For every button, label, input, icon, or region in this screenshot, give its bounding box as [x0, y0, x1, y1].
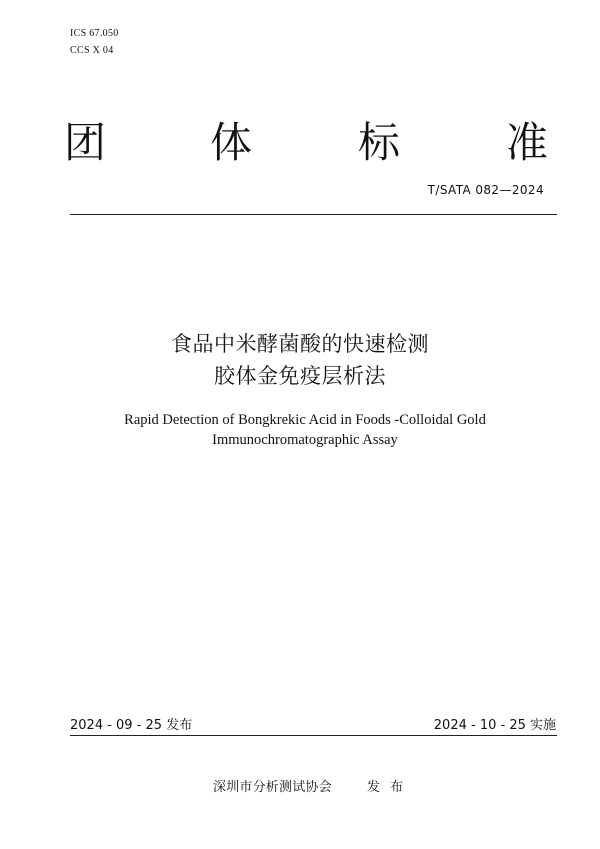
publisher-name: 深圳市分析测试协会 [213, 780, 332, 795]
banner-char: 标 [358, 118, 401, 167]
publish-label: 发 布 [367, 780, 407, 795]
english-title-line-1: Rapid Detection of Bongkrekic Acid in Foods -Colloidal Gold [124, 412, 486, 428]
banner-char: 准 [506, 118, 549, 167]
banner-char: 体 [210, 118, 253, 167]
english-title-line-2: Immunochromatographic Assay [212, 432, 398, 448]
standard-number: T/SATA 082—2024 [427, 183, 544, 197]
english-title [0, 410, 600, 450]
issue-date: 2024 - 09 - 25 发布 [70, 718, 193, 733]
banner-char: 团 [64, 118, 107, 167]
chinese-title-line-2: 胶体金免疫层析法 [214, 364, 386, 388]
standard-type-banner [64, 118, 554, 170]
footer-divider [70, 735, 557, 736]
header-divider [70, 214, 557, 215]
ccs-code: CCS X 04 [70, 45, 114, 56]
chinese-title-line-1: 食品中米酵菌酸的快速检测 [171, 332, 429, 356]
ics-code: ICS 67.050 [70, 28, 119, 39]
chinese-title [0, 328, 600, 392]
implementation-date: 2024 - 10 - 25 实施 [433, 718, 556, 733]
